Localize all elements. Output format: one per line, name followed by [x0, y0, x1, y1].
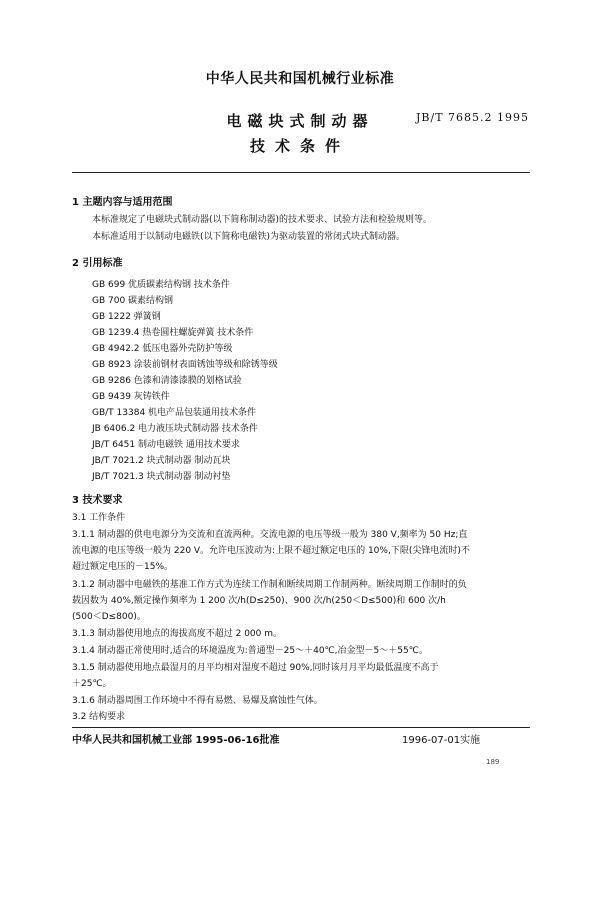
reference-item: JB 6406.2 电力液压块式制动器 技术条件	[92, 424, 258, 434]
document-title: 电磁块式制动器	[226, 112, 374, 130]
clause-3-1-1-line-3: 超过额定电压的－15%。	[72, 562, 174, 572]
clause-3-1-2-line-2: 载因数为 40%,额定操作频率为 1 200 次/h(D≤250)、900 次/h(250＜D≤500)和 600 次/h	[72, 596, 446, 606]
section-3-heading: 3 技术要求	[72, 495, 123, 506]
section-1-paragraph-1: 本标准规定了电磁块式制动器(以下简称制动器)的技术要求、试验方法和检验规则等。	[92, 215, 433, 225]
reference-item: GB 700 碳素结构钢	[92, 296, 174, 306]
standard-number: JB/T 7685.2 1995	[416, 111, 530, 124]
reference-item: GB 1239.4 热卷圆柱螺旋弹簧 技术条件	[92, 328, 254, 338]
reference-item: JB/T 7021.2 块式制动器 制动瓦块	[92, 456, 231, 466]
approval-date: 中华人民共和国机械工业部 1995-06-16批准	[72, 735, 280, 746]
header-divider	[72, 172, 530, 173]
clause-3-2: 3.2 结构要求	[72, 712, 126, 722]
reference-item: GB 9439 灰铸铁件	[92, 392, 170, 402]
standard-org-title: 中华人民共和国机械行业标准	[205, 71, 395, 87]
reference-item: GB 8923 涂装前钢材表面锈蚀等级和除锈等级	[92, 360, 278, 370]
section-1-heading: 1 主题内容与适用范围	[72, 197, 173, 208]
page-number: 189	[486, 758, 500, 766]
clause-3-1: 3.1 工作条件	[72, 513, 126, 523]
reference-item: JB/T 6451 制动电磁铁 通用技术要求	[92, 440, 240, 450]
reference-item: GB 1222 弹簧钢	[92, 312, 161, 322]
document-subtitle: 技术条件	[249, 137, 350, 155]
section-2-heading: 2 引用标准	[72, 258, 123, 269]
clause-3-1-5-line-2: ＋25℃。	[72, 679, 112, 689]
effective-date: 1996-07-01实施	[402, 735, 481, 746]
clause-3-1-1-line-2: 流电源的电压等级一般为 220 V。允许电压波动为:上限不超过额定电压的 10%,下限(尖锋电流时)不	[72, 546, 470, 556]
reference-item: GB 4942.2 低压电器外壳防护等级	[92, 344, 233, 354]
footer-divider	[72, 727, 530, 728]
clause-3-1-6: 3.1.6 制动器周围工作环境中不得有易燃、易爆及腐蚀性气体。	[72, 696, 323, 706]
reference-item: GB 9286 色漆和清漆漆膜的划格试验	[92, 376, 242, 386]
section-1-paragraph-2: 本标准适用于以制动电磁铁(以下简称电磁铁)为驱动装置的常闭式块式制动器。	[92, 232, 406, 242]
clause-3-1-2-line-3: (500＜D≤800)。	[72, 612, 146, 622]
reference-item: GB 699 优质碳素结构钢 技术条件	[92, 280, 230, 290]
reference-item: JB/T 7021.3 块式制动器 制动衬垫	[92, 472, 231, 482]
reference-item: GB/T 13384 机电产品包装通用技术条件	[92, 408, 257, 418]
clause-3-1-4: 3.1.4 制动器正常使用时,适合的环境温度为:普通型－25～＋40℃,冶金型－5～＋55℃。	[72, 646, 428, 656]
clause-3-1-2-line-1: 3.1.2 制动器中电磁铁的基准工作方式为连续工作制和断续周期工作制两种。断续周期工作制时的负	[72, 580, 467, 590]
clause-3-1-1-line-1: 3.1.1 制动器的供电电源分为交流和直流两种。交流电源的电压等级一般为 380 V,频率为 50 Hz;直	[72, 530, 468, 540]
clause-3-1-3: 3.1.3 制动器使用地点的海拔高度不超过 2 000 m。	[72, 629, 283, 639]
clause-3-1-5-line-1: 3.1.5 制动器使用地点最湿月的月平均相对湿度不超过 90%,同时该月月平均最低温度不高于	[72, 663, 439, 673]
